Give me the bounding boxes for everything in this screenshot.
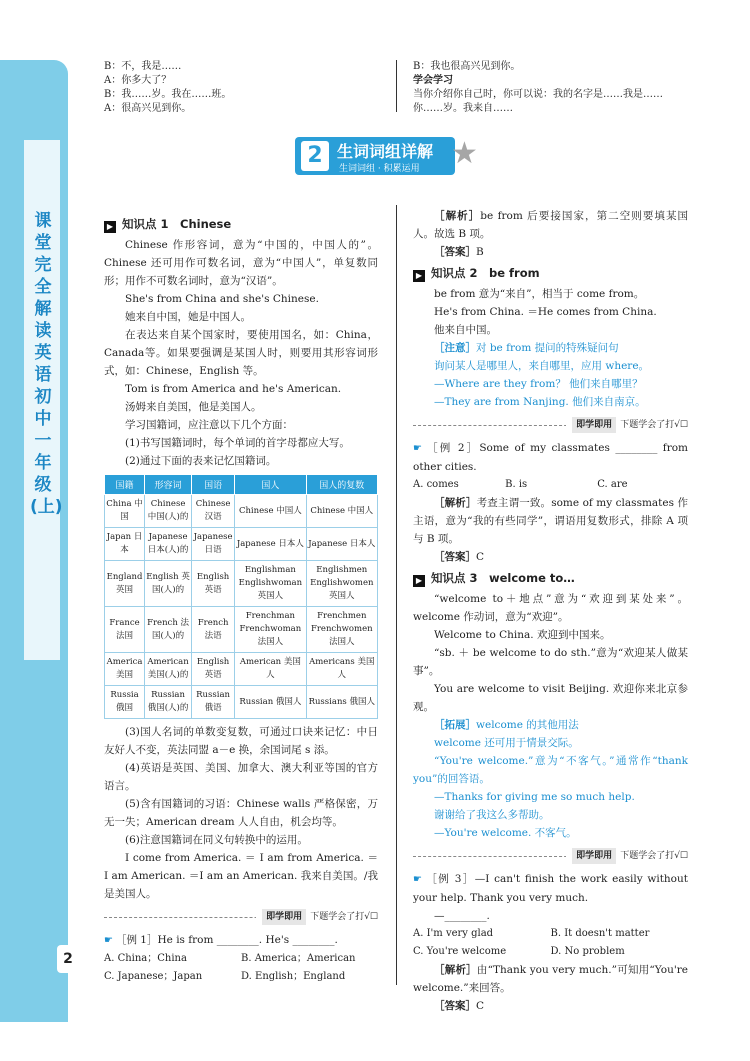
- page-number: 2: [57, 945, 79, 973]
- option: B. It doesn't matter: [550, 928, 650, 939]
- example-2-question: [413, 439, 688, 476]
- practice-checkbox-text[interactable]: 下题学会了打√☐: [620, 420, 688, 430]
- kp3-title: 知识点 3 welcome to…: [431, 571, 575, 585]
- answer-1: [413, 243, 688, 261]
- table-row: [105, 528, 378, 561]
- analysis-3: [413, 961, 688, 997]
- practice-separator: [413, 848, 688, 864]
- analysis-text: 由“Thank you very much.”可知用“You're welcome.”来回答。: [413, 964, 689, 994]
- answer-label: ［答案］: [434, 551, 476, 563]
- example-2-options: [413, 476, 688, 494]
- kp3-line: “sb. ＋ be welcome to do sth.”意为“欢迎某人做某事”。: [413, 647, 688, 677]
- kp1-example-cn: 汤姆来自美国，他是美国人。: [125, 401, 262, 413]
- table-cell: Japanese 日本人: [235, 528, 306, 561]
- answer-label: ［答案］: [434, 1000, 476, 1012]
- example-1-options: [104, 950, 378, 986]
- table-cell: English 英语: [192, 561, 235, 607]
- practice-separator: [104, 909, 378, 925]
- practice-separator: [413, 417, 688, 433]
- kp1-paragraph: 在表达来自某个国家时，要使用国名，如：China，Canada等。如果要强调是某国人时，则要用其形容词形式，如：Chinese，English 等。: [104, 329, 378, 377]
- kp1-example: She's from China and she's Chinese.: [125, 293, 319, 305]
- example-1-text: ［例 1］He is from ________. He's ________.: [115, 934, 338, 946]
- option: C. are: [597, 479, 628, 490]
- note-block: [413, 339, 688, 357]
- table-header: 国人: [235, 475, 306, 495]
- table-header-row: [105, 475, 378, 495]
- table-cell: Japanese 日本人: [306, 528, 377, 561]
- table-cell: American 美国(人)的: [145, 653, 192, 686]
- kp2-line: 他来自中国。: [434, 324, 497, 336]
- analysis-label: ［解析］: [434, 210, 481, 222]
- kp1-paragraph: (6)注意国籍词在同义句转换中的运用。: [125, 834, 308, 846]
- table-row: [105, 561, 378, 607]
- kp1-example-cn: 她来自中国，她是中国人。: [125, 311, 251, 323]
- table-header: 形容词: [145, 475, 192, 495]
- kp3-line: Welcome to China. 欢迎到中国来。: [434, 629, 611, 641]
- learn-text: 当你介绍你自己时，你可以说：我的名字是……我是……你……岁。我来自……: [413, 89, 663, 114]
- kp1-paragraph: (2)通过下面的表来记忆国籍词。: [125, 455, 277, 467]
- knowledge-point-2: [413, 263, 688, 283]
- analysis-text: 考查主谓一致。some of my classmates 作主语，意为“我的有些同学”，谓语用复数形式，排除 A 项与 B 项。: [413, 497, 688, 545]
- answer-label: ［答案］: [434, 246, 476, 258]
- example-2-text: ［例 2］Some of my classmates ________ from other cities.: [413, 442, 688, 473]
- dialogue-line: B：不，我是……: [104, 61, 182, 72]
- table-cell: Russians 俄国人: [306, 686, 377, 719]
- option: A. China；China: [104, 953, 187, 964]
- kp3-line: “welcome to＋地点”意为“欢迎到某处来”。welcome 作动词，意为“欢迎”。: [413, 593, 688, 623]
- play-icon: ▶: [104, 221, 116, 233]
- column-divider-top: [396, 60, 397, 112]
- extension-text: welcome 的其他用法: [476, 719, 579, 731]
- table-cell: China 中国: [105, 495, 145, 528]
- table-cell: French 法国(人)的: [145, 607, 192, 653]
- example-1-question: [104, 931, 378, 950]
- right-column: [413, 207, 688, 1015]
- play-icon: ▶: [413, 575, 425, 587]
- left-column: [104, 212, 378, 986]
- table-cell: Japan 日本: [105, 528, 145, 561]
- practice-label: [566, 417, 688, 433]
- star-icon: ★: [451, 136, 478, 171]
- kp1-example: Tom is from America and he's American.: [125, 383, 342, 395]
- answer-value: B: [476, 246, 484, 258]
- note-line: 询问某人是哪里人，来自哪里，应用 where。: [434, 360, 650, 372]
- table-row: [105, 686, 378, 719]
- extension-block: [413, 716, 688, 734]
- table-cell: French 法语: [192, 607, 235, 653]
- option: C. Japanese；Japan: [104, 971, 203, 982]
- kp1-paragraph: (5)含有国籍词的习语：Chinese walls 严格保密，万无一失；American dream 人人自由，机会均等。: [104, 798, 378, 828]
- kp1-paragraph: I come from America. ＝ I am from America. ＝ I am American. ＝I am an American. 我来自美国。/我是美国人。: [104, 852, 378, 900]
- practice-label: [566, 848, 688, 864]
- option: D. English；England: [241, 971, 346, 982]
- table-cell: Chinese 中国人: [235, 495, 306, 528]
- option: B. is: [505, 479, 528, 490]
- knowledge-point-1: [104, 214, 378, 234]
- sidebar-band: [0, 60, 68, 1022]
- table-header: 国人的复数: [306, 475, 377, 495]
- answer-2: [413, 548, 688, 566]
- option: A. comes: [413, 479, 459, 490]
- example-3-options: [413, 925, 688, 961]
- hand-pointer-icon: ☛: [413, 443, 422, 454]
- table-cell: Russian 俄国(人)的: [145, 686, 192, 719]
- analysis-2: [413, 494, 688, 548]
- table-row: [105, 653, 378, 686]
- kp2-line: He's from China. ＝He comes from China.: [434, 306, 657, 318]
- nationality-table: [104, 474, 378, 719]
- kp1-title: 知识点 1 Chinese: [122, 217, 232, 231]
- table-cell: Russia 俄国: [105, 686, 145, 719]
- learn-heading: 学会学习: [413, 75, 453, 86]
- example-3-question: [413, 870, 688, 907]
- table-row: [105, 495, 378, 528]
- note-line: —Where are they from？ 他们来自哪里？: [434, 378, 643, 390]
- table-cell: Frenchman Frenchwoman 法国人: [235, 607, 306, 653]
- sidebar-book-title: 课堂完全解读英语初中一年级(上): [30, 211, 63, 517]
- table-cell: Englishman Englishwoman 英国人: [235, 561, 306, 607]
- extension-label: ［拓展］: [434, 719, 476, 731]
- banner-title: 生词词组详解: [337, 142, 434, 161]
- table-cell: American 美国人: [235, 653, 306, 686]
- table-cell: Russian 俄国人: [235, 686, 306, 719]
- column-divider: [396, 205, 397, 985]
- kp1-paragraph: (3)国人名词的单数变复数，可通过口诀来记忆：中日友好人不变，英法同盟 a－e 换，余国词尾 s 添。: [104, 726, 378, 756]
- table-cell: English 英语: [192, 653, 235, 686]
- dialogue-line: B：我……岁。我在……班。: [104, 89, 232, 100]
- table-header: 国语: [192, 475, 235, 495]
- table-row: [105, 607, 378, 653]
- answer-3: [413, 997, 688, 1015]
- dialogue-right: [413, 60, 688, 116]
- table-cell: Russian 俄语: [192, 686, 235, 719]
- answer-value: C: [476, 1000, 485, 1012]
- example-3-text: ［例 3］—I can't finish the work easily without your help. Thank you very much.: [413, 873, 688, 904]
- table-cell: Americans 美国人: [306, 653, 377, 686]
- analysis-text: be from 后要接国家，第二空则要填某国人。故选 B 项。: [413, 210, 689, 240]
- kp1-paragraph: (4)英语是英国、美国、加拿大、澳大利亚等国的官方语言。: [104, 762, 378, 792]
- analysis-1: [413, 207, 688, 243]
- dialogue-line: B：我也很高兴见到你。: [413, 61, 521, 72]
- extension-line: 谢谢给了我这么多帮助。: [434, 809, 550, 821]
- table-cell: Frenchmen Frenchwomen 法国人: [306, 607, 377, 653]
- practice-tag: 即学即用: [572, 417, 616, 433]
- hand-pointer-icon: ☛: [413, 874, 422, 885]
- table-cell: France 法国: [105, 607, 145, 653]
- dialogue-left: [104, 60, 378, 116]
- option: D. No problem: [550, 946, 625, 957]
- kp2-title: 知识点 2 be from: [431, 266, 540, 280]
- extension-line: —Thanks for giving me so much help.: [434, 791, 635, 803]
- table-cell: Chinese 汉语: [192, 495, 235, 528]
- note-label: ［注意］: [434, 342, 476, 354]
- analysis-label: ［解析］: [434, 964, 477, 976]
- table-cell: Englishmen Englishwomen 英国人: [306, 561, 377, 607]
- table-cell: English 英国(人)的: [145, 561, 192, 607]
- knowledge-point-3: [413, 568, 688, 588]
- analysis-label: ［解析］: [434, 497, 477, 509]
- practice-checkbox-text[interactable]: 下题学会了打√☐: [310, 912, 378, 922]
- option: B. America；American: [241, 953, 356, 964]
- hand-pointer-icon: ☛: [104, 935, 113, 946]
- table-cell: Chinese 中国(人)的: [145, 495, 192, 528]
- kp1-paragraph: 学习国籍词，应注意以下几个方面：: [125, 419, 293, 431]
- note-text: 对 be from 提问的特殊疑问句: [476, 342, 619, 354]
- answer-value: C: [476, 551, 485, 563]
- practice-checkbox-text[interactable]: 下题学会了打√☐: [620, 851, 688, 861]
- example-3-blank: —________.: [434, 910, 490, 922]
- practice-tag: 即学即用: [572, 848, 616, 864]
- table-cell: Japanese 日本(人)的: [145, 528, 192, 561]
- extension-line: “You're welcome.”意为“不客气。”通常作“thank you”的回答语。: [413, 755, 688, 785]
- table-cell: America 美国: [105, 653, 145, 686]
- table-cell: Chinese 中国人: [306, 495, 377, 528]
- kp3-line: You are welcome to visit Beijing. 欢迎你来北京参观。: [413, 683, 688, 713]
- option: C. You're welcome: [413, 946, 507, 957]
- kp1-paragraph: (1)书写国籍词时，每个单词的首字母都应大写。: [125, 437, 350, 449]
- banner-subtitle: 生词词组 · 积累运用: [339, 164, 420, 174]
- table-cell: England 英国: [105, 561, 145, 607]
- table-header: 国籍: [105, 475, 145, 495]
- banner-number: 2: [301, 141, 329, 171]
- practice-tag: 即学即用: [262, 909, 306, 925]
- note-line: —They are from Nanjing. 他们来自南京。: [434, 396, 646, 408]
- extension-line: welcome 还可用于情景交际。: [434, 737, 579, 749]
- extension-line: —You're welcome. 不客气。: [434, 827, 577, 839]
- section-banner: [295, 137, 495, 179]
- table-cell: Japanese 日语: [192, 528, 235, 561]
- dialogue-line: A：你多大了？: [104, 75, 172, 86]
- kp2-line: be from 意为“来自”，相当于 come from。: [434, 288, 645, 300]
- dialogue-line: A：很高兴见到你。: [104, 103, 192, 114]
- play-icon: ▶: [413, 270, 425, 282]
- practice-label: [256, 909, 378, 925]
- kp1-paragraph: Chinese 作形容词，意为“中国的，中国人的”。Chinese 还可用作可数名词，意为“中国人”，单复数同形；用作不可数名词时，意为“汉语”。: [104, 239, 378, 287]
- option: A. I'm very glad: [413, 928, 494, 939]
